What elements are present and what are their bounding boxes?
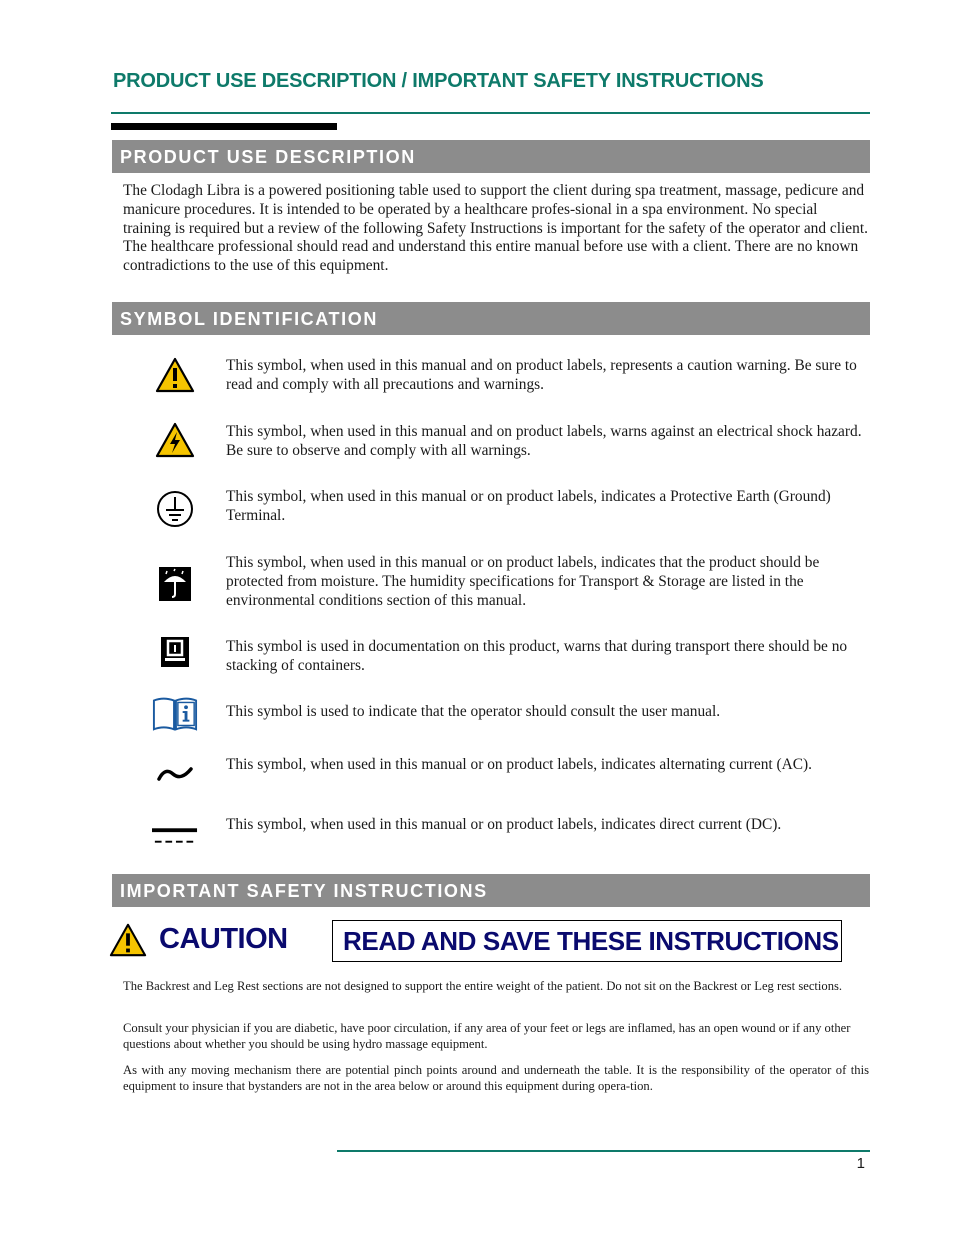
- safety-paragraph: The Backrest and Leg Rest sections are not designed to support the entire weight of the patient. Do not sit on the Backrest or Leg rest sections.: [123, 979, 843, 993]
- symbol-row: [112, 356, 870, 396]
- electrical-shock-icon: [152, 421, 198, 459]
- symbol-row: [112, 554, 870, 612]
- caution-warning-icon: [109, 922, 149, 958]
- section-heading-product-use: PRODUCT USE DESCRIPTION: [112, 140, 870, 173]
- symbol-row: [112, 816, 870, 856]
- symbol-row: [112, 489, 870, 529]
- safety-paragraph: As with any moving mechanism there are potential pinch points around and underneath the table. It is the responsibility of the operator of this equipment to insure that bystanders are not in the area below or around this equipment during opera-tion.: [123, 1063, 869, 1093]
- symbol-description: This symbol, when used in this manual or on product labels, indicates a Protective Earth (Ground) Terminal.: [226, 488, 831, 524]
- section-heading-safety: IMPORTANT SAFETY INSTRUCTIONS: [112, 874, 870, 907]
- caution-label: CAUTION: [159, 923, 288, 955]
- symbol-description: This symbol, when used in this manual or on product labels, indicates direct current (DC).: [226, 816, 782, 833]
- no-stacking-icon: [152, 634, 198, 670]
- product-use-paragraph: The Clodagh Libra is a powered positioning table used to support the client during spa treatment, massage, pedicure and manicure procedures. It is intended to be operated by a healthcare profes-sional in a spa environment. No special training is required but a review of the following Safety Instructions is important for the safety of the operator and client. The healthcare professional should read and understand this entire manual before use with a client. There are no known contradictions to the use of this equipment.: [123, 182, 868, 275]
- title-accent-bar: [111, 123, 337, 130]
- symbol-description: This symbol is used to indicate that the operator should consult the user manual.: [226, 703, 721, 720]
- title-divider: [111, 112, 870, 114]
- protective-earth-icon: [152, 489, 198, 529]
- direct-current-icon: [152, 820, 198, 850]
- alternating-current-icon: [152, 758, 198, 792]
- safety-paragraph: Consult your physician if you are diabetic, have poor circulation, if any area of your feet or legs are inflamed, has an open wound or if any other questions about whether you should be using hydro massage equipment.: [123, 1021, 851, 1051]
- symbol-description: This symbol, when used in this manual and on product labels, represents a caution warning. Be sure to read and comply with all precautions and warnings.: [226, 357, 857, 393]
- page-title: PRODUCT USE DESCRIPTION / IMPORTANT SAFETY INSTRUCTIONS: [113, 70, 764, 92]
- symbol-row: [112, 421, 870, 461]
- consult-manual-icon: [152, 693, 198, 733]
- symbol-row: [112, 634, 870, 674]
- keep-dry-umbrella-icon: [152, 564, 198, 604]
- page-number: 1: [856, 1155, 865, 1172]
- symbol-description: This symbol, when used in this manual or on product labels, indicates alternating current (AC).: [226, 756, 812, 773]
- symbol-description: This symbol is used in documentation on this product, warns that during transport there should be no stacking of containers.: [226, 638, 848, 674]
- section-heading-symbols: SYMBOL IDENTIFICATION: [112, 302, 870, 335]
- symbol-row: [112, 756, 870, 796]
- caution-triangle-icon: [152, 356, 198, 394]
- read-and-save-banner: READ AND SAVE THESE INSTRUCTIONS: [332, 920, 842, 962]
- footer-divider: [337, 1150, 870, 1152]
- symbol-description: This symbol, when used in this manual or on product labels, indicates that the product should be protected from moisture. The humidity specifications for Transport & Storage are listed in the environmental conditions section of this manual.: [226, 554, 820, 609]
- symbol-row: [112, 693, 870, 733]
- symbol-description: This symbol, when used in this manual and on product labels, warns against an electrical shock hazard. Be sure to observe and comply with all warnings.: [226, 423, 862, 459]
